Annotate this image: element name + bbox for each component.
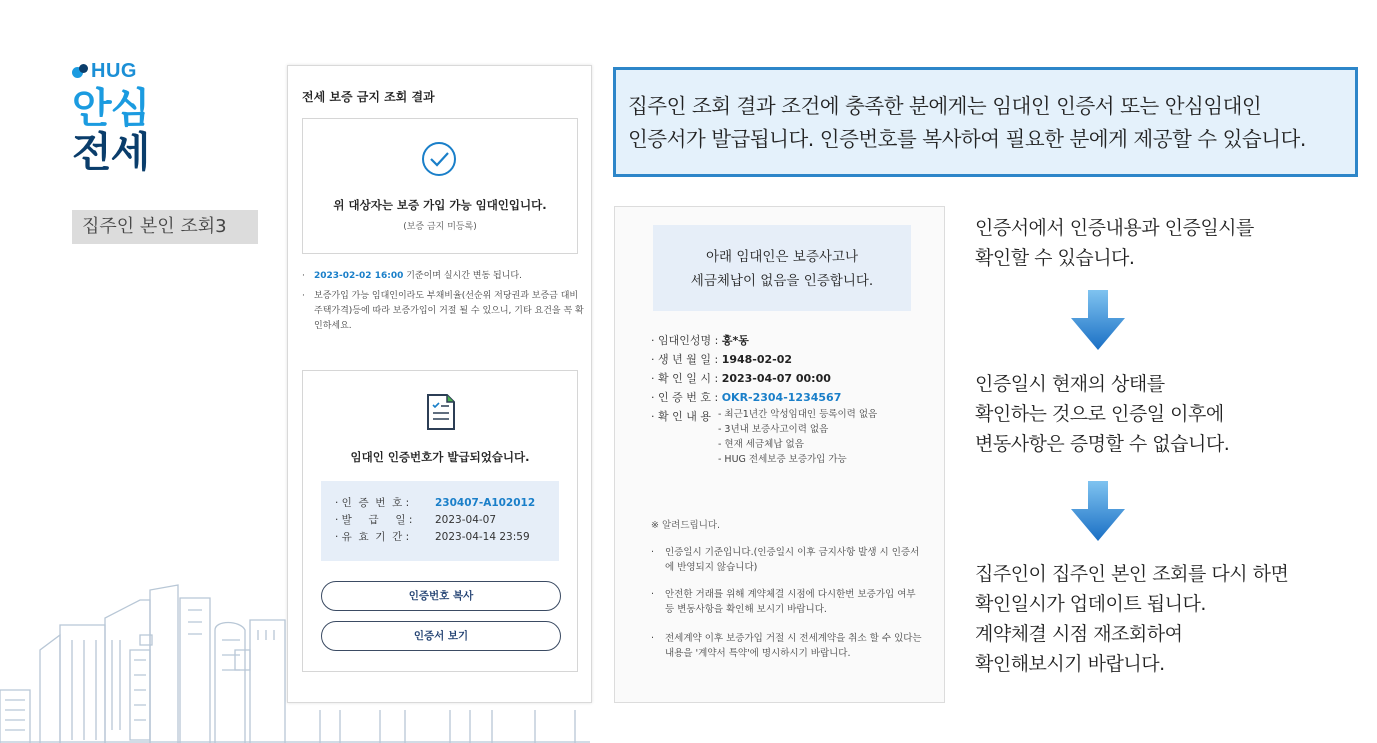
birth-date-row: · 생 년 월 일 : 1948-02-02 — [651, 350, 877, 369]
mobile-result-screen — [287, 65, 592, 703]
list-item: - 현재 세금체납 없음 — [717, 439, 804, 450]
hug-logo — [72, 56, 172, 174]
result-header: 전세 보증 금지 조회 결과 — [302, 90, 435, 104]
cert-number-row: · 인 증 번 호 : OKR-2304-1234567 — [651, 388, 877, 407]
cert-info-box — [321, 481, 559, 561]
down-arrow-icon — [1071, 290, 1125, 350]
logo-line1: 안심 — [72, 84, 150, 132]
valid-period-value: 2023-04-14 23:59 — [435, 531, 530, 543]
note-text: 기준이며 실시간 변동 됩니다. — [403, 271, 522, 281]
landlord-name-row: · 임대인성명 : 홍*동 — [651, 331, 877, 350]
logo-brand-text: HUG — [91, 59, 137, 82]
logo-line2: 전세 — [72, 128, 150, 176]
confirm-time: 2023-04-07 00:00 — [721, 372, 831, 385]
document-check-icon — [425, 393, 457, 431]
notice-item: · 전세계약 이후 보증가입 거절 시 전세계약을 취소 할 수 있다는 내용을 '계약서 특약'에 명시하시기 바랍니다. — [651, 633, 922, 659]
explanation-3: 집주인이 집주인 본인 조회를 다시 하면 확인일시가 업데이트 됩니다. 계약체결 시점 재조회하여 확인해보시기 바랍니다. — [975, 563, 1289, 675]
top-message-line1: 집주인 조회 결과 조건에 충족한 분에게는 임대인 인증서 또는 안심임대인 — [628, 94, 1262, 118]
issued-card — [302, 370, 578, 672]
note-text: 보증가입 가능 임대인이라도 부채비율(선순위 저당권과 보증금 대비 주택가격)등에 따라 보증가입이 거절 될 수 있으니, 기타 요건을 꼭 확인하세요. — [314, 291, 584, 331]
valid-period-row: · 유 효 기 간 : 2023-04-14 23:59 — [335, 529, 559, 546]
page-subtitle: 집주인 본인 조회3 — [72, 210, 258, 244]
issue-date-row: · 발 급 일 : 2023-04-07 — [335, 512, 559, 529]
check-circle-icon — [421, 141, 457, 177]
issue-date-value: 2023-04-07 — [435, 514, 497, 526]
confirm-content-row: · 확 인 내 용 - 최근1년간 악성임대인 등록이력 없음 - 3년내 보증사고이력 없음 - 현재 세금체납 없음 - HUG 전세보증 보증가입 가능 — [651, 409, 878, 465]
certificate-panel — [614, 206, 945, 703]
explanation-1: 인증서에서 인증내용과 인증일시를 확인할 수 있습니다. — [975, 217, 1254, 269]
top-message-box — [613, 67, 1358, 177]
certificate-fields — [651, 331, 877, 467]
certificate-banner: 아래 임대인은 보증사고나 세금체납이 없음을 인증합니다. — [653, 225, 911, 311]
list-item: - 3년내 보증사고이력 없음 — [717, 424, 829, 435]
list-item: - HUG 전세보증 보증가입 가능 — [717, 454, 847, 465]
notice-item: · 안전한 거래를 위해 계약체결 시점에 다시한번 보증가입 여부 등 변동사항을 확인해 보시기 바랍니다. — [651, 589, 916, 615]
list-item: - 최근1년간 악성임대인 등록이력 없음 — [717, 409, 878, 420]
landlord-name: 홍*동 — [721, 334, 749, 347]
note-item: · 2023-02-02 16:00 기준이며 실시간 변동 됩니다. — [302, 271, 522, 281]
result-title: 위 대상자는 보증 가입 가능 임대인입니다. — [333, 198, 547, 212]
copy-cert-number-button[interactable]: 인증번호 복사 — [321, 581, 561, 611]
explanation-2: 인증일시 현재의 상태를 확인하는 것으로 인증일 이후에 변동사항은 증명할 수 없습니다. — [975, 373, 1230, 455]
down-arrow-icon — [1071, 481, 1125, 541]
notice-item: · 인증일시 기준입니다.(인증일시 이후 금지사항 발생 시 인증서에 반영되지 않습니다) — [651, 547, 920, 573]
notice-title: ※ 알려드립니다. — [651, 520, 721, 531]
issued-title: 임대인 인증번호가 발급되었습니다. — [350, 450, 530, 464]
result-notes — [302, 269, 584, 339]
birth-date: 1948-02-02 — [721, 353, 793, 366]
cert-number: OKR-2304-1234567 — [721, 391, 842, 404]
confirm-time-row: · 확 인 일 시 : 2023-04-07 00:00 — [651, 369, 877, 388]
result-subtitle: (보증 금지 미등록) — [403, 222, 477, 232]
hug-logo-icon — [72, 64, 90, 78]
result-card — [302, 118, 578, 254]
note-item: · 보증가입 가능 임대인이라도 부채비율(선순위 저당권과 보증금 대비 주택가격)등에 따라 보증가입이 거절 될 수 있으니, 기타 요건을 꼭 확인하세요. — [302, 289, 584, 334]
cert-number-row: · 인 증 번 호 : 230407-A102012 — [335, 495, 559, 512]
confirm-content-list — [718, 407, 877, 467]
note-date: 2023-02-02 16:00 — [314, 271, 404, 281]
top-message-line2: 인증서가 발급됩니다. 인증번호를 복사하여 필요한 분에게 제공할 수 있습니다. — [628, 127, 1306, 151]
view-certificate-button[interactable]: 인증서 보기 — [321, 621, 561, 651]
cert-number-value: 230407-A102012 — [435, 497, 536, 509]
